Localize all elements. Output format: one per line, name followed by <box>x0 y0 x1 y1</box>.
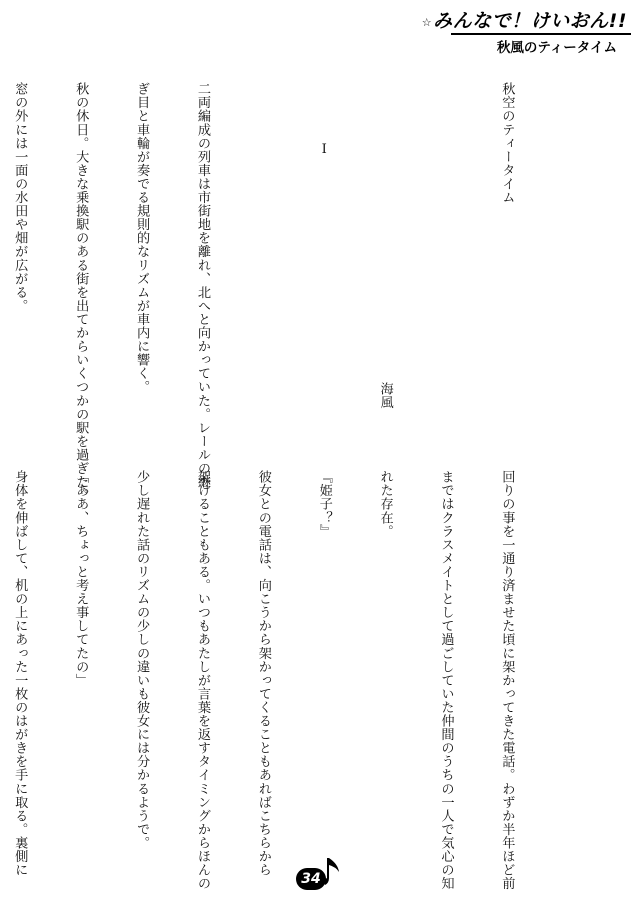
text-line: れた存在。 <box>377 470 393 538</box>
text-line: 「ああ、ちょっと考え事してたの」 <box>73 470 89 687</box>
anthology-title-text: みんなで！けいおん!! <box>433 10 627 32</box>
text-line: ぎ目と車輪が奏でる規則的なリズムが車内に響く。 <box>134 82 150 394</box>
spacer <box>435 82 455 458</box>
anthology-title <box>422 6 627 33</box>
story-author: 海風 <box>377 382 393 410</box>
section-heading-1: Ⅰ <box>316 142 332 158</box>
spacer <box>253 82 273 458</box>
text-line: 彼女との電話は、向こうから架かってくることもあればこちらから <box>255 470 271 877</box>
text-line: 架けることもある。いつもあたしが言葉を返すタイミングからほんの <box>194 470 210 891</box>
upper-text-block <box>0 82 557 503</box>
text-line: 秋の休日。大きな乗換駅のある街を出てからいくつかの駅を過ぎた。 <box>73 82 89 503</box>
text-line: 窓の外には一面の水田や畑が広がる。 <box>12 82 28 313</box>
text-line: 『姫子？』 <box>316 470 332 538</box>
text-line: 回りの事を一通り済ませた頃に架かってきた電話。わずか半年ほど前 <box>499 470 515 891</box>
story-subtitle: 秋風のティータイム <box>496 40 617 56</box>
text-line: 二両編成の列車は市街地を離れ、北へと向かっていた。レールの継 <box>194 82 210 489</box>
text-line: 身体を伸ばして、机の上にあった一枚のはがきを手に取る。裏側に <box>12 470 28 877</box>
text-line: まではクラスメイトとして過ごしていた仲間のうちの一人で気心の知 <box>438 470 454 891</box>
text-line: 少し遅れた話のリズムの少しの違いも彼女には分かるようで。 <box>134 470 150 850</box>
music-note-icon <box>324 856 342 890</box>
story-title: 秋空のティータイム <box>499 82 515 204</box>
header-divider <box>451 33 631 35</box>
page-number: 34 <box>296 868 326 890</box>
star-icon: ☆ <box>421 16 433 29</box>
